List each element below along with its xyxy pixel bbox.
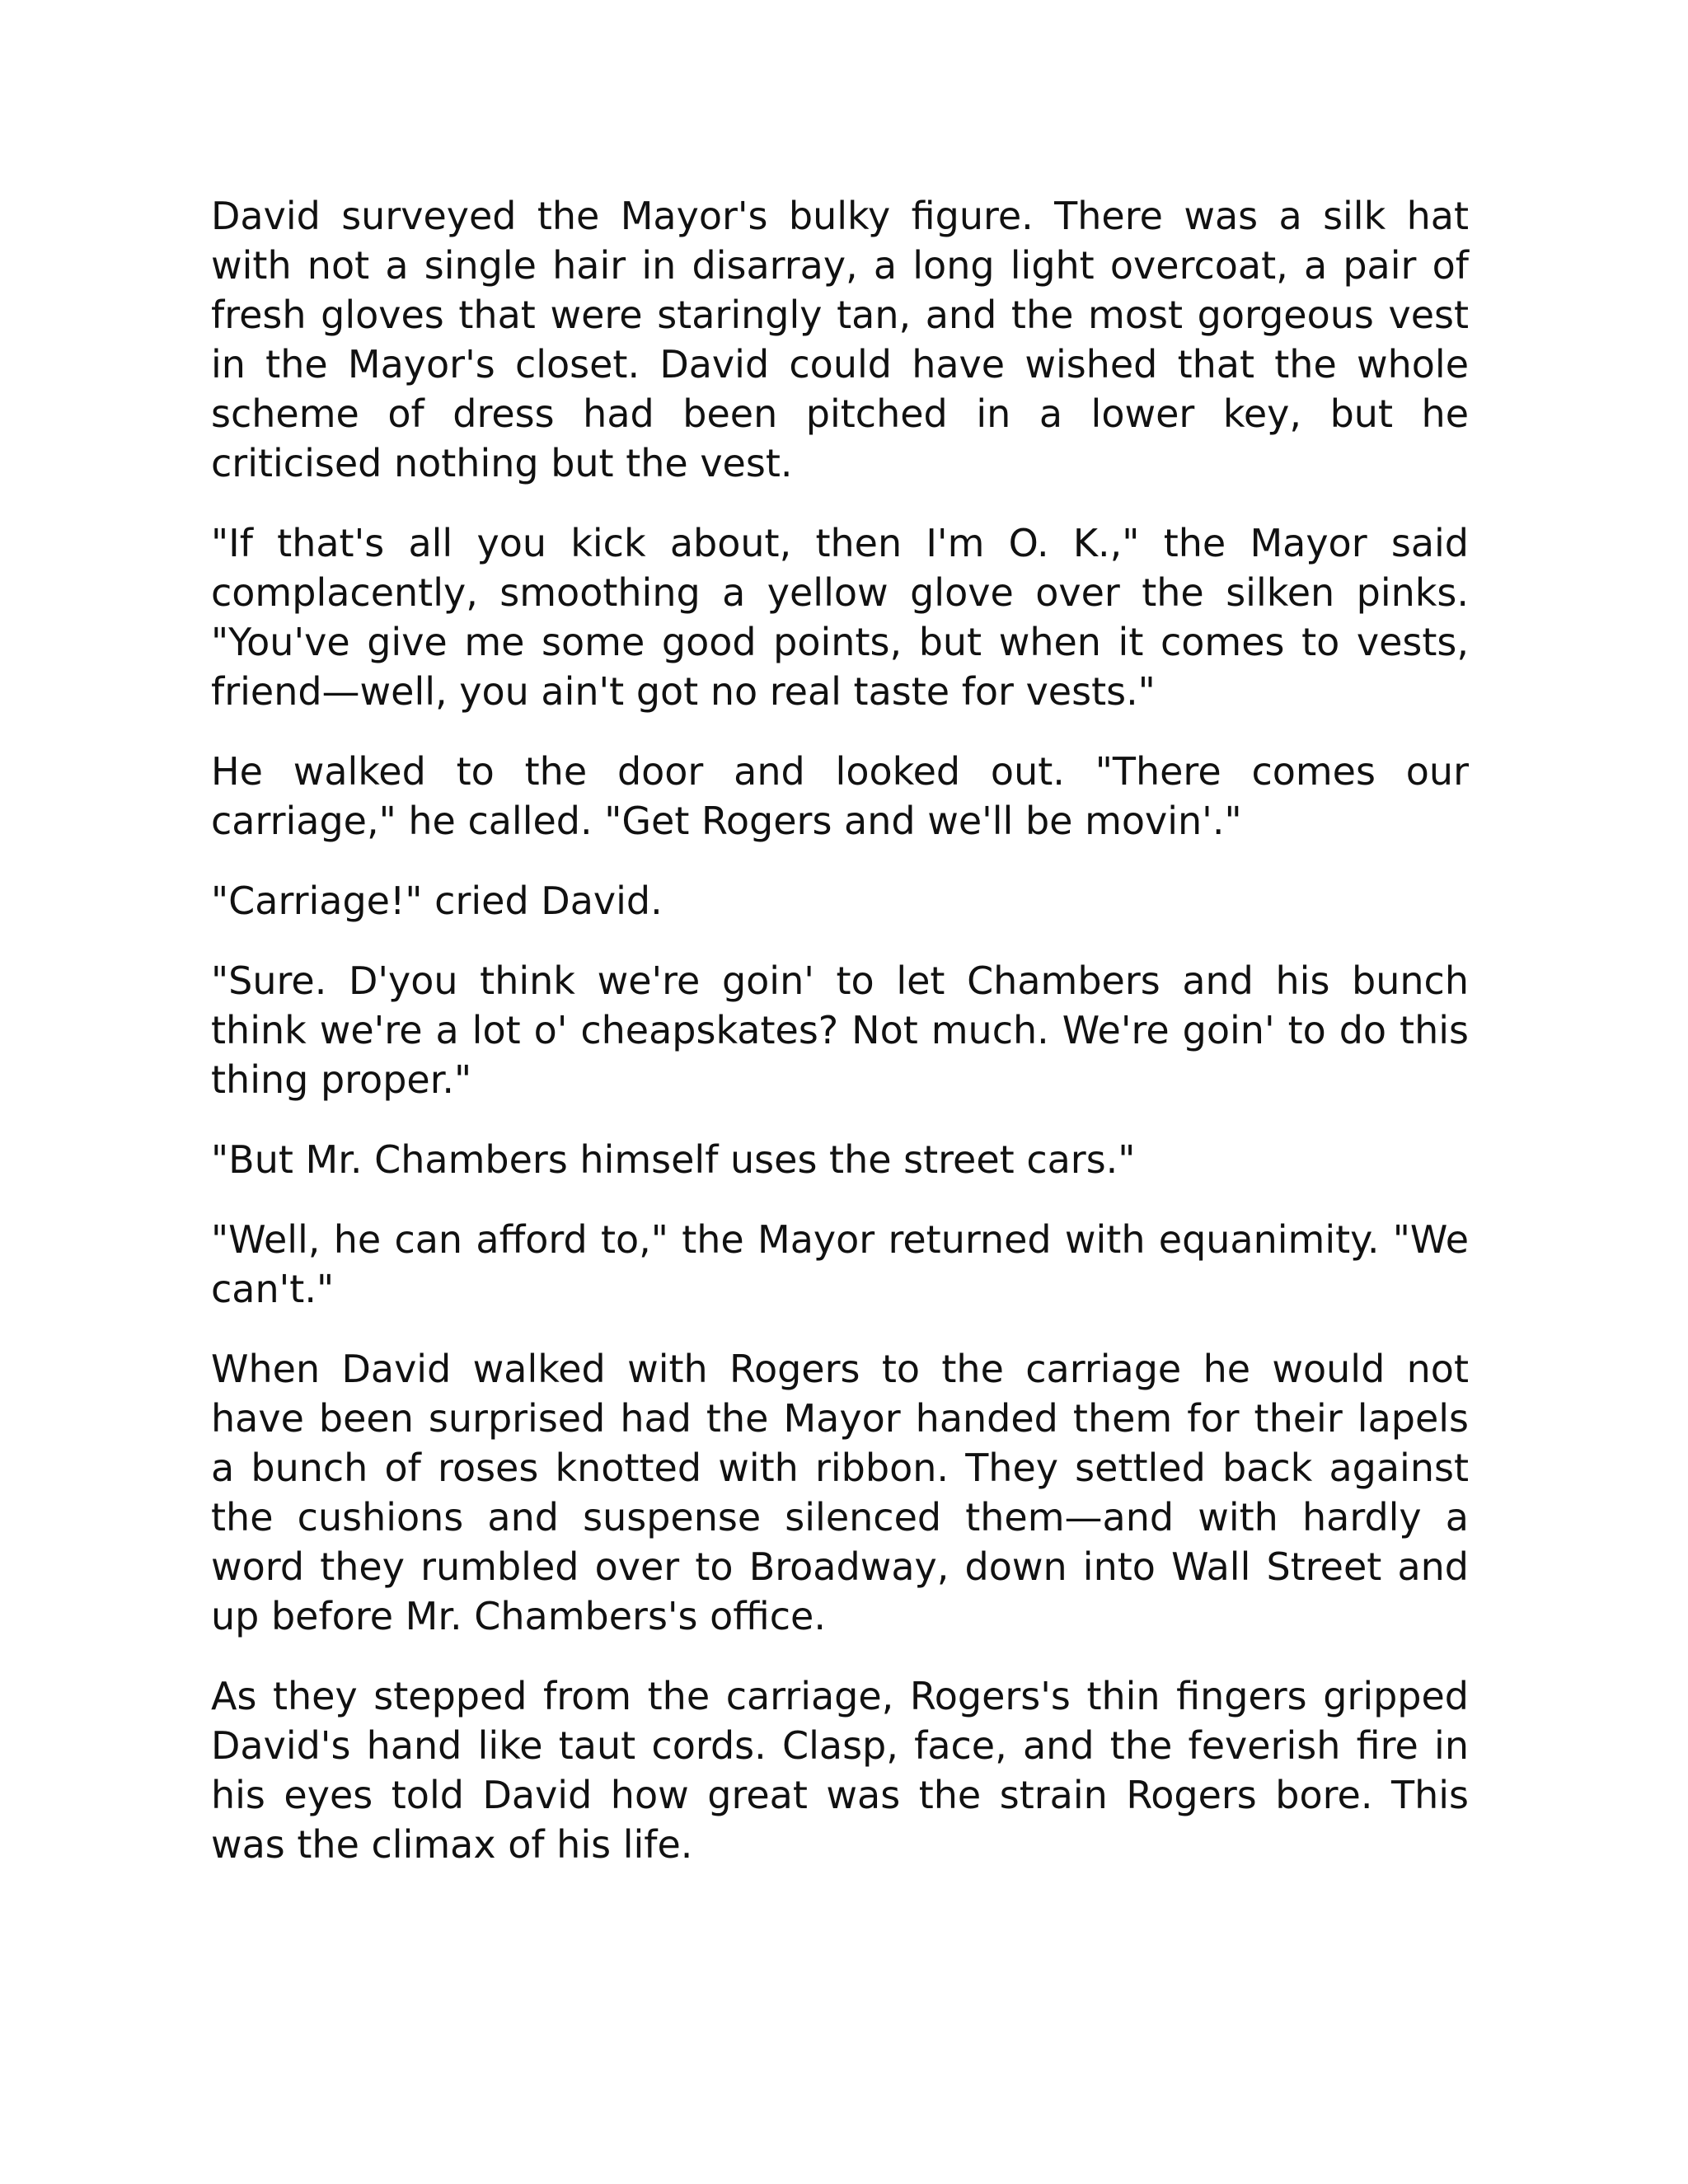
paragraph-3: He walked to the door and looked out. "There comes our carriage," he called. "Get Rogers and we'll be movin'.": [211, 749, 1469, 843]
body-text: [211, 191, 1469, 1900]
paragraph-7: "Well, he can afford to," the Mayor returned with equanimity. "We can't.": [211, 1217, 1469, 1311]
paragraph-5: "Sure. D'you think we're goin' to let Chambers and his bunch think we're a lot o' cheapskates? Not much. We're goin' to do this thing proper.": [211, 958, 1469, 1102]
paragraph-9: As they stepped from the carriage, Rogers's thin fingers gripped David's hand like taut cords. Clasp, face, and the feverish fire in his eyes told David how great was the strain Rogers bore. This was the climax of his life.: [211, 1674, 1469, 1867]
paragraph-2: "If that's all you kick about, then I'm O. K.," the Mayor said complacently, smoothing a yellow glove over the silken pinks. "You've give me some good points, but when it comes to vests, friend—well, you ain't got no real taste for vests.": [211, 521, 1469, 714]
paragraph-6: "But Mr. Chambers himself uses the street cars.": [211, 1137, 1136, 1182]
paragraph-8: When David walked with Rogers to the carriage he would not have been surprised had the Mayor handed them for their lapels a bunch of roses knotted with ribbon. They settled back against the cushions and suspense silenced them—and with hardly a word they rumbled over to Broadway, down into Wall Street and up before Mr. Chambers's office.: [211, 1347, 1469, 1638]
paragraph-1: David surveyed the Mayor's bulky figure. There was a silk hat with not a single hair in disarray, a long light overcoat, a pair of fresh gloves that were staringly tan, and the most gorgeous vest in the Mayor's closet. David could have wished that the whole scheme of dress had been pitched in a lower key, but he criticised nothing but the vest.: [211, 194, 1469, 485]
paragraph-4: "Carriage!" cried David.: [211, 879, 663, 923]
